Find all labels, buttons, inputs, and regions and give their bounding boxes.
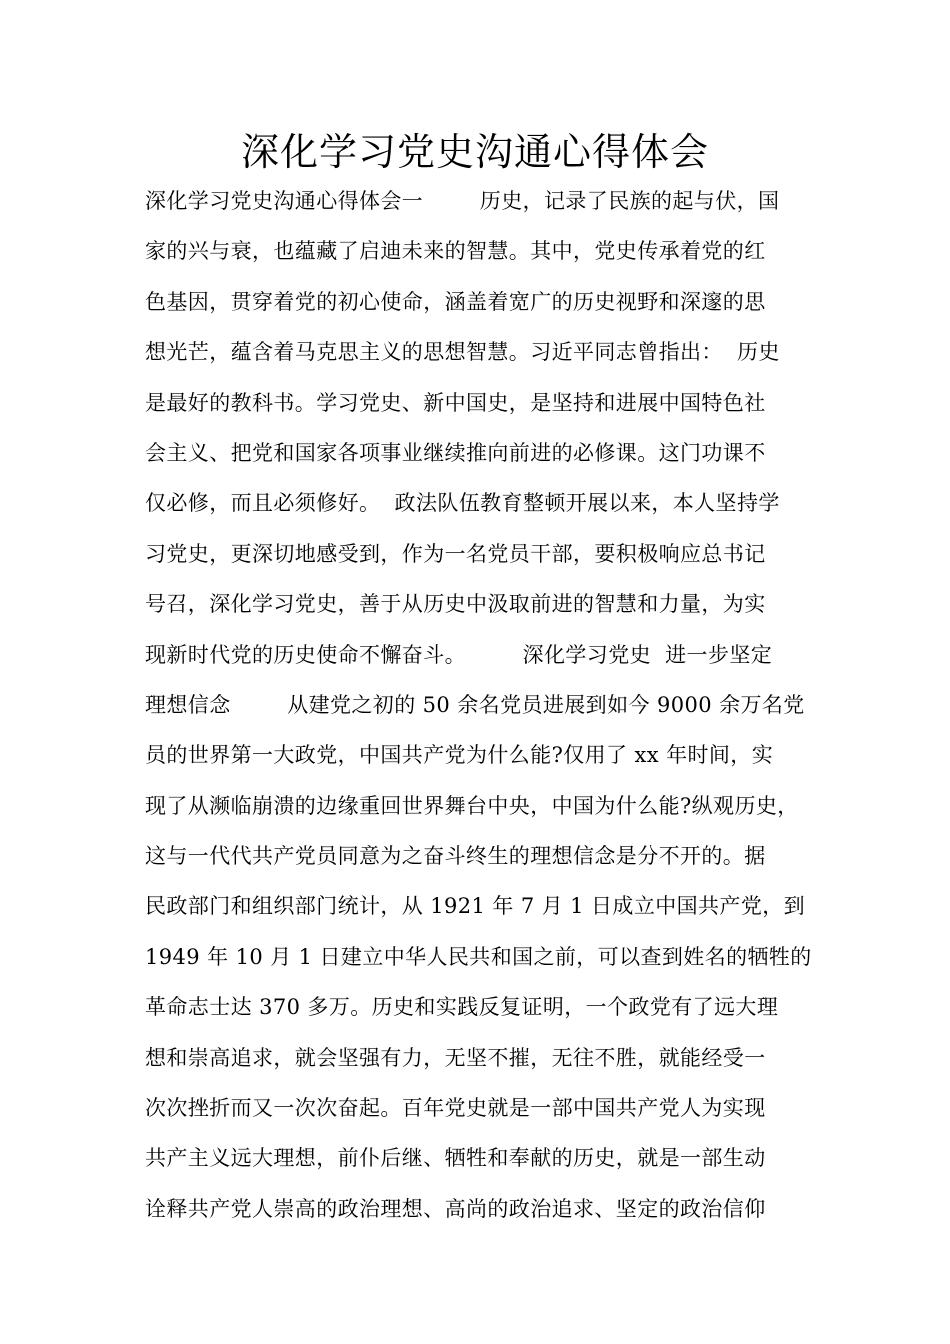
document-title: 深化学习党史沟通心得体会 xyxy=(240,130,709,174)
body-line: 想光芒，蕴含着马克思主义的思想智慧。习近平同志曾指出： 历史 xyxy=(145,340,780,365)
body-line: 这与一代代共产党员同意为之奋斗终生的理想信念是分不开的。据 xyxy=(145,844,766,869)
body-line: 诠释共产党人崇高的政治理想、高尚的政治追求、坚定的政治信仰 xyxy=(145,1196,766,1221)
body-line: 理想信念 从建党之初的 50 余名党员进展到如今 9000 余万名党 xyxy=(145,692,805,717)
body-line: 民政部门和组织部门统计，从 1921 年 7 月 1 日成立中国共产党，到 xyxy=(145,894,806,919)
body-line: 次次挫折而又一次次奋起。百年党史就是一部中国共产党人为实现 xyxy=(145,1096,766,1121)
body-line: 1949 年 10 月 1 日建立中华人民共和国之前，可以查到姓名的牺牲的 xyxy=(145,944,812,969)
body-line: 习党史，更深切地感受到，作为一名党员干部，要积极响应总书记 xyxy=(145,541,766,566)
body-line: 是最好的教科书。学习党史、新中国史，是坚持和进展中国特色社 xyxy=(145,390,766,415)
body-line: 现了从濒临崩溃的边缘重回世界舞台中央，中国为什么能?纵观历史， xyxy=(145,793,799,818)
body-line: 仅必修，而且必须修好。 政法队伍教育整顿开展以来，本人坚持学 xyxy=(145,491,780,516)
body-line: 现新时代党的历史使命不懈奋斗。 深化学习党史 进一步坚定 xyxy=(145,642,773,667)
body-line: 号召，深化学习党史，善于从历史中汲取前进的智慧和力量，为实 xyxy=(145,592,766,617)
document-body xyxy=(145,176,815,1234)
body-line: 家的兴与衰，也蕴藏了启迪未来的智慧。其中，党史传承着党的红 xyxy=(145,239,766,264)
body-line: 色基因，贯穿着党的初心使命，涵盖着宽广的历史视野和深邃的思 xyxy=(145,289,766,314)
body-line: 深化学习党史沟通心得体会一 历史，记录了民族的起与伏，国 xyxy=(145,189,780,213)
body-line: 革命志士达 370 多万。历史和实践反复证明，一个政党有了远大理 xyxy=(145,995,779,1020)
body-line: 共产主义远大理想，前仆后继、牺牲和奉献的历史，就是一部生动 xyxy=(145,1146,766,1171)
body-line: 员的世界第一大政党，中国共产党为什么能?仅用了 xx 年时间，实 xyxy=(145,743,774,768)
body-line: 会主义、把党和国家各项事业继续推向前进的必修课。这门功课不 xyxy=(145,440,766,465)
body-line: 想和崇高追求，就会坚强有力，无坚不摧，无往不胜，就能经受一 xyxy=(145,1045,766,1070)
